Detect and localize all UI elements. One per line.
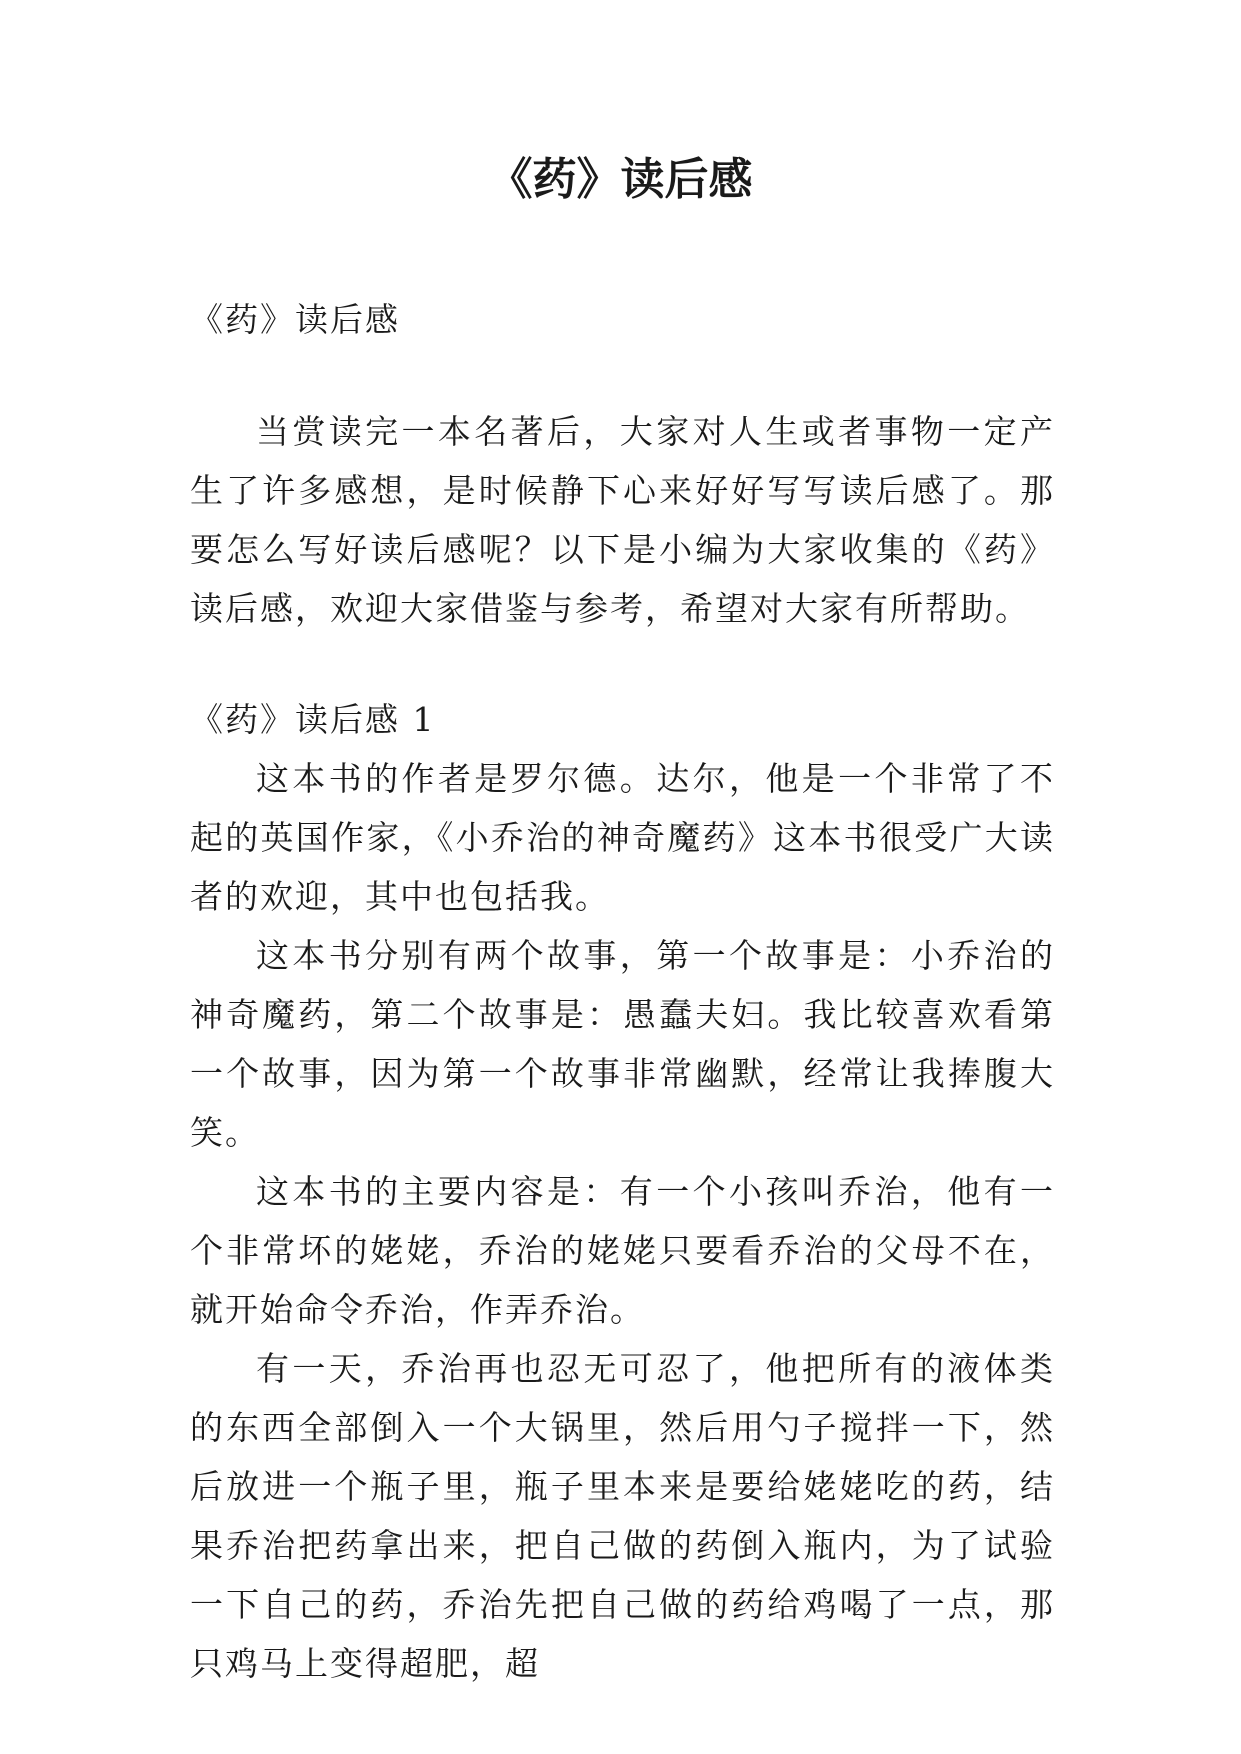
section-paragraph: 这本书的作者是罗尔德。达尔，他是一个非常了不起的英国作家，《小乔治的神奇魔药》这本书很受广大读者的欢迎，其中也包括我。 [190, 759, 1055, 916]
section-paragraph: 这本书的主要内容是：有一个小孩叫乔治，他有一个非常坏的姥姥，乔治的姥姥只要看乔治的父母不在，就开始命令乔治，作弄乔治。 [190, 1172, 1055, 1329]
subtitle-text: 《药》读后感 [190, 300, 400, 339]
intro-paragraph: 当赏读完一本名著后，大家对人生或者事物一定产生了许多感想，是时候静下心来好好写写读后感了。那要怎么写好读后感呢？以下是小编为大家收集的《药》读后感，欢迎大家借鉴与参考，希望对大家有所帮助。 [190, 412, 1055, 628]
document-title: 《药》读后感 [488, 154, 753, 205]
subtitle [190, 290, 1055, 349]
section-paragraph: 这本书分别有两个故事，第一个故事是：小乔治的神奇魔药，第二个故事是：愚蠢夫妇。我比较喜欢看第一个故事，因为第一个故事非常幽默，经常让我捧腹大笑。 [190, 936, 1055, 1152]
section-heading: 《药》读后感 1 [190, 700, 436, 739]
section-paragraph: 有一天，乔治再也忍无可忍了，他把所有的液体类的东西全部倒入一个大锅里，然后用勺子搅拌一下，然后放进一个瓶子里，瓶子里本来是要给姥姥吃的药，结果乔治把药拿出来，把自己做的药倒入瓶内，为了试验一下自己的药，乔治先把自己做的药给鸡喝了一点，那只鸡马上变得超肥，超 [190, 1349, 1055, 1683]
section-1 [190, 690, 1055, 1693]
intro-block [190, 402, 1055, 638]
